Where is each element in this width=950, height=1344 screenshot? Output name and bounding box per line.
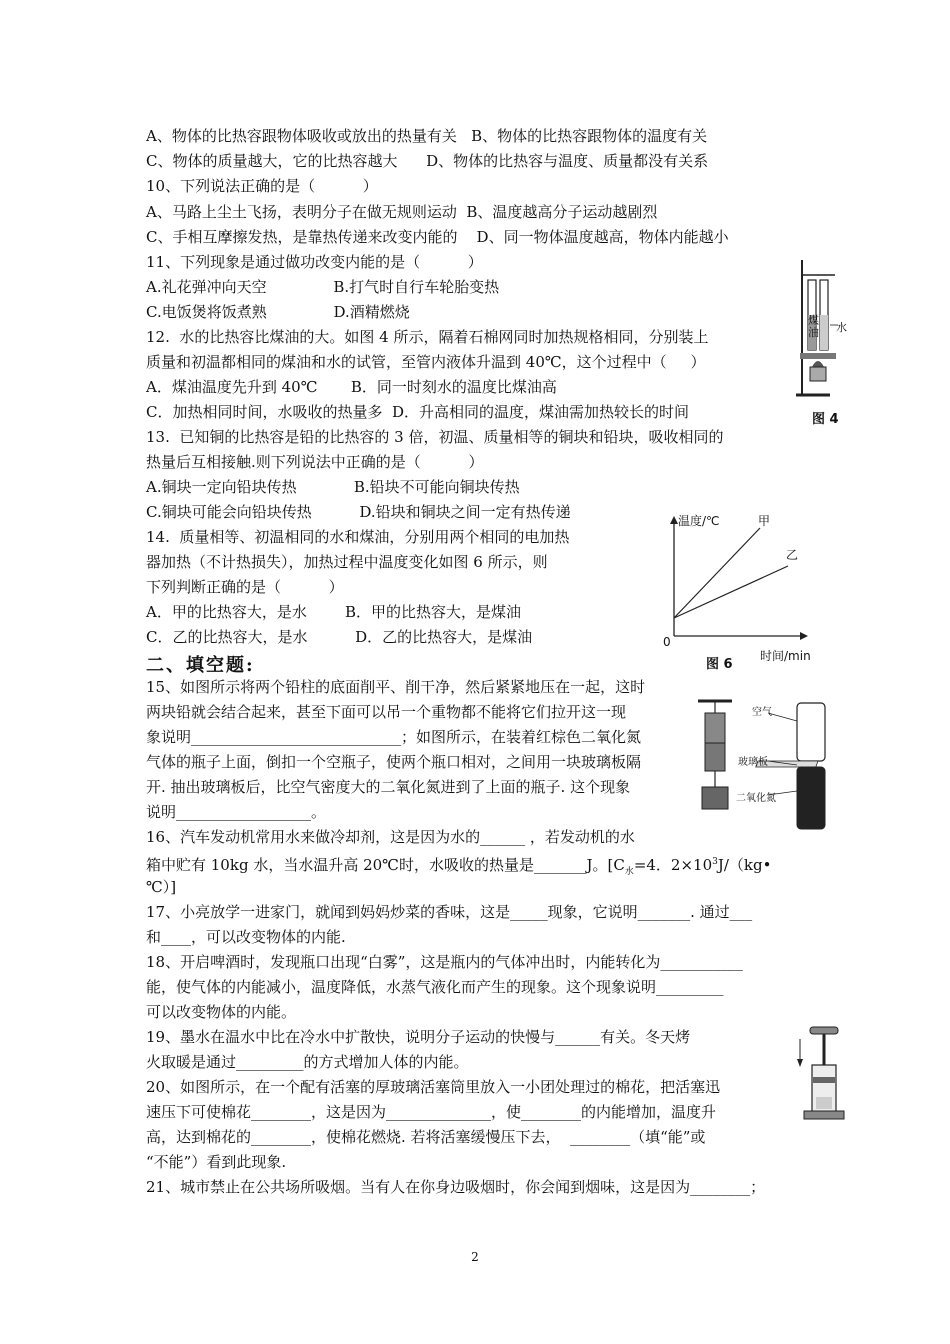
- q20-line-3: 高，达到棉花的________，使棉花燃烧. 若将活塞缓慢压下去， ________（填“能”或: [146, 1128, 706, 1146]
- q14-stem-1: 14. 质量相等、初温相同的水和煤油，分别用两个相同的电加热: [146, 528, 570, 546]
- q9-option-cd: C、物体的质量越大，它的比热容越大 D、物体的比热容与温度、质量都没有关系: [146, 152, 709, 170]
- figure-15-experiment: [690, 695, 850, 835]
- q13-option-ab: A.铜块一定向铅块传热 B.铅块不可能向铜块传热: [146, 478, 520, 496]
- q18-line-1: 18、开启啤酒时，发现瓶口出现“白雾”，这是瓶内的气体冲出时，内能转化为___________: [146, 953, 743, 971]
- q12-stem-2: 质量和初温都相同的煤油和水的试管，至管内液体升温到 40℃，这个过程中（ ）: [146, 353, 706, 371]
- figure-4-label-oil: 煤油: [808, 315, 819, 339]
- figure-6-series-jia: 甲: [758, 514, 771, 528]
- figure-6-series-yi: 乙: [786, 548, 799, 562]
- figure-20-piston-cylinder: [790, 1025, 850, 1125]
- q18-line-3: 可以改变物体的内能。: [146, 1003, 297, 1021]
- q16-line-2: [146, 852, 771, 882]
- q14-option-ab: A．甲的比热容大，是水 B．甲的比热容大，是煤油: [146, 603, 522, 621]
- q16-line-3: ℃）]: [146, 878, 177, 896]
- q19-line-2: 火取暖是通过_________的方式增加人体的内能。: [146, 1053, 469, 1071]
- figure-4-caption: 图 4: [812, 412, 839, 427]
- piston-diagram: [790, 1025, 850, 1125]
- q17-line-2: 和____，可以改变物体的内能.: [146, 928, 346, 946]
- figure-6-origin: 0: [663, 635, 671, 649]
- q10-option-cd: C、手相互摩擦发热，是靠热传递来改变内能的 D、同一物体温度越高，物体内能越小: [146, 228, 729, 246]
- figure-15-label-no2: 二氧化氮: [736, 793, 776, 804]
- q11-stem: 11、下列现象是通过做功改变内能的是（ ）: [146, 253, 483, 271]
- figure-15-label-air: 空气: [752, 707, 772, 718]
- q12-option-cd: C．加热相同时间，水吸收的热量多 D．升高相同的温度，煤油需加热较长的时间: [146, 403, 690, 421]
- q15-line-5: 开. 抽出玻璃板后，比空气密度大的二氧化氮进到了上面的瓶子. 这个现象: [146, 778, 631, 796]
- q16-line-2a: 箱中贮有 10kg 水，当水温升高 20℃时，水吸收的热量是_______J。[C: [146, 856, 625, 874]
- q13-option-cd: C.铜块可能会向铅块传热 D.铅块和铜块之间一定有热传递: [146, 503, 571, 521]
- q9-option-ab: A、物体的比热容跟物体吸收或放出的热量有关 B、物体的比热容跟物体的温度有关: [146, 127, 708, 145]
- figure-6-x-label: 时间/min: [760, 649, 811, 663]
- figure-4-label-water: 水: [836, 322, 847, 334]
- q14-stem-3: 下列判断正确的是（ ）: [146, 578, 344, 596]
- q15-line-4: 气体的瓶子上面，倒扣一个空瓶子，使两个瓶口相对，之间用一块玻璃板隔: [146, 753, 642, 771]
- section-title-fill-blank: 二、填空题:: [146, 655, 255, 676]
- line-yi: [674, 566, 788, 618]
- q10-option-ab: A、马路上尘土飞扬，表明分子在做无规则运动 B、温度越高分子运动越剧烈: [146, 203, 658, 221]
- figure-6-temperature-graph: [660, 508, 820, 672]
- q14-stem-2: 器加热（不计热损失），加热过程中温度变化如图 6 所示，则: [146, 553, 548, 571]
- q21-line-1: 21、城市禁止在公共场所吸烟。当有人在你身边吸烟时，你会闻到烟味，这是因为________；: [146, 1178, 766, 1196]
- q16-superscript: 3: [712, 857, 718, 867]
- q12-option-ab: A．煤油温度先升到 40℃ B．同一时刻水的温度比煤油高: [146, 378, 557, 396]
- q14-option-cd: C．乙的比热容大，是水 D．乙的比热容大，是煤油: [146, 628, 533, 646]
- q18-line-2: 能，使气体的内能减小，温度降低，水蒸气液化而产生的现象。这个现象说明_________: [146, 978, 724, 996]
- figure-15-label-glass: 玻璃板: [738, 757, 768, 768]
- figure-6-y-label: 温度/℃: [678, 514, 720, 528]
- q12-stem-1: 12. 水的比热容比煤油的大。如图 4 所示，隔着石棉网同时加热规格相同，分别装上: [146, 328, 709, 346]
- page-number: 2: [471, 1250, 479, 1264]
- q20-line-1: 20、如图所示，在一个配有活塞的厚玻璃活塞筒里放入一小团处理过的棉花，把活塞迅: [146, 1078, 721, 1096]
- figure-4-heating-apparatus: [790, 255, 850, 430]
- line-jia: [674, 528, 760, 618]
- q15-line-6: 说明__________________。: [146, 803, 327, 821]
- q15-line-1: 15、如图所示将两个铅柱的底面削平、削干净，然后紧紧地压在一起，这时: [146, 678, 646, 696]
- q20-line-2: 速压下可使棉花________，这是因为______________，使________的内能增加，温度升: [146, 1103, 717, 1121]
- q13-stem-1: 13. 已知铜的比热容是铅的比热容的 3 倍，初温、质量相等的铜块和铅块，吸收相同的: [146, 428, 724, 446]
- q19-line-1: 19、墨水在温水中比在冷水中扩散快，说明分子运动的快慢与______有关。冬天烤: [146, 1028, 691, 1046]
- q17-line-1: 17、小亮放学一进家门，就闻到妈妈炒菜的香味，这是_____现象，它说明_______. 通过___: [146, 903, 753, 921]
- q13-stem-2: 热量后互相接触.则下列说法中正确的是（ ）: [146, 453, 484, 471]
- q16-subscript: 水: [624, 867, 634, 877]
- q16-line-2b: =4．2×10: [633, 856, 713, 874]
- q11-option-ab: A.礼花弹冲向天空 B.打气时自行车轮胎变热: [146, 278, 500, 296]
- q10-stem: 10、下列说法正确的是（ ）: [146, 177, 378, 195]
- q20-line-4: “不能”）看到此现象.: [146, 1153, 287, 1171]
- q11-option-cd: C.电饭煲将饭煮熟 D.酒精燃烧: [146, 303, 410, 321]
- q15-line-3: 象说明____________________________；如图所示，在装着红棕色二氧化氮: [146, 728, 642, 746]
- q16-line-2c: J/（kg•: [717, 856, 772, 874]
- q15-line-2: 两块铅就会结合起来，甚至下面可以吊一个重物都不能将它们拉开这一现: [146, 703, 627, 721]
- figure-6-axes: [660, 508, 820, 668]
- figure-6-caption: 图 6: [706, 657, 733, 672]
- q16-line-1: 16、汽车发动机常用水来做冷却剂，这是因为水的______ ，若发动机的水: [146, 828, 635, 846]
